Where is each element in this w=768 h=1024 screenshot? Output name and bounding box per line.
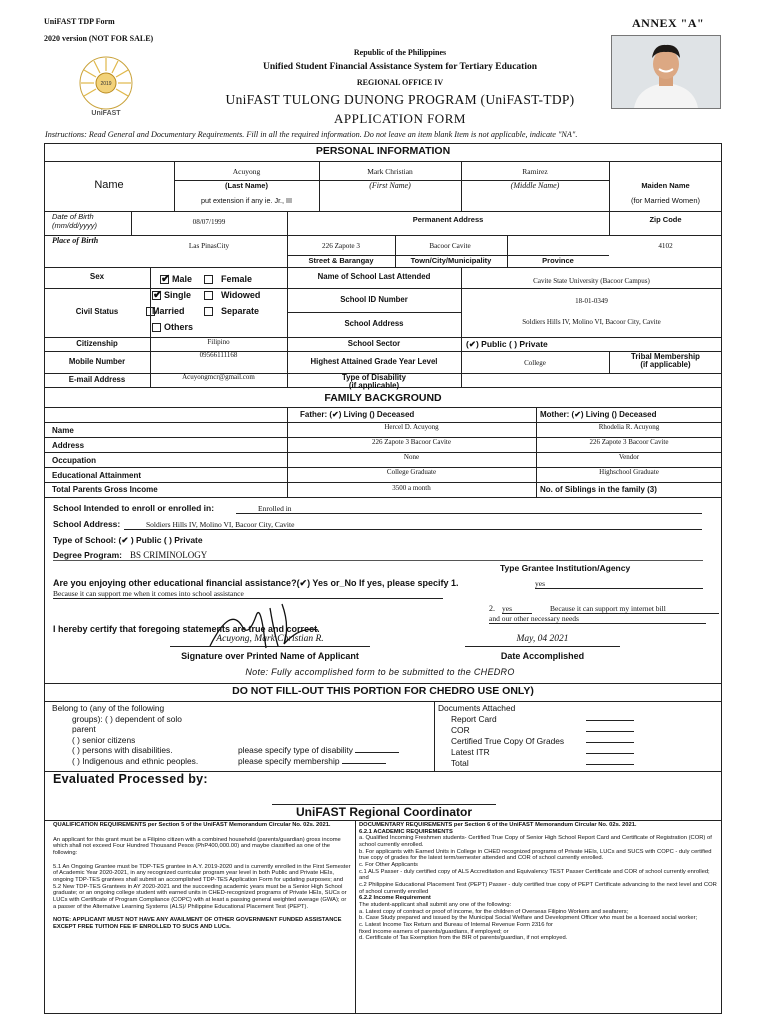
school-type-label: Type of School: (✔ ) Public ( ) Private: [53, 535, 203, 545]
school-intended-label: School Intended to enroll or enrolled in:: [53, 503, 215, 513]
disability-label: Type of Disability (if applicable): [342, 373, 406, 391]
civil-widowed-option[interactable]: Widowed: [204, 290, 260, 300]
requirement-line: b. For applicants with Earned Units in College in CHED recognized programs of Private HEIs, LUCs and SUCS with COPC - duly certified true copy of grades for the latest term/semester attended and COR of school currently enrolled.: [359, 848, 712, 862]
school-last-value: Cavite State University (Bacoor Campus): [533, 277, 650, 286]
system-label: Unified Student Financial Assistance System for Tertiary Education: [262, 62, 538, 72]
other-aid-2-detail-b[interactable]: and our other necessary needs: [489, 614, 706, 624]
grade-level-label: Highest Attained Grade Year Level: [310, 356, 438, 366]
maiden-name-label: Maiden Name: [641, 181, 690, 191]
annex-label: ANNEX "A": [632, 16, 705, 30]
document-item[interactable]: Total: [451, 758, 636, 768]
family-row-label: Educational Attainment: [52, 471, 142, 480]
tribal-label: Tribal Membership (if applicable): [631, 352, 700, 370]
school-id-label: School ID Number: [340, 294, 408, 304]
document-item[interactable]: Report Card: [451, 714, 636, 724]
personal-info-header: PERSONAL INFORMATION: [315, 145, 451, 158]
email-label: E-mail Address: [68, 374, 126, 384]
document-item[interactable]: COR: [451, 725, 636, 735]
other-aid-1-field[interactable]: yes: [535, 579, 703, 589]
unifast-logo: [66, 52, 146, 118]
degree-label: Degree Program:: [53, 550, 122, 560]
citizenship-value: Filipino: [207, 338, 230, 347]
requirement-line: c. For Other Applicants: [359, 861, 418, 868]
applicant-name-value: Acuyong, Mark Christian R.: [216, 634, 324, 644]
requirement-line: d. Certificate of Tax Exemption from the BIR of parents/guardian, if not employed.: [359, 935, 568, 942]
grade-level-value: College: [524, 359, 546, 368]
document-item[interactable]: Latest ITR: [451, 747, 636, 757]
signature-label: Signature over Printed Name of Applicant: [181, 651, 359, 661]
street-value: 226 Zapote 3: [322, 242, 360, 251]
specify-disability-field[interactable]: please specify type of disability: [238, 745, 399, 755]
civil-single-option[interactable]: ✔Single: [152, 290, 191, 300]
checkbox-icon[interactable]: [204, 307, 213, 316]
mother-value: Rhodelia R. Acuyong: [598, 423, 660, 432]
requirement-line: c.1 ALS Passer - duly certified copy of ALS Accreditation and Equivalency TEST Passer Certificate and COR of school currently enrolled; and: [359, 868, 710, 882]
father-value: College Graduate: [386, 468, 437, 477]
specify-membership-field[interactable]: please specify membership: [238, 756, 386, 766]
checkbox-icon[interactable]: [146, 307, 155, 316]
belong-to-group: Belong to (any of the following groups): ( ) dependent of solo parent ( ) senior citizens ( ) persons with disabilities. ( ) Indigenous and ethnic peoples.: [52, 703, 199, 766]
town-value: Bacoor Cavite: [429, 242, 471, 251]
citizenship-label: Citizenship: [76, 338, 118, 348]
name-label: Name: [94, 179, 124, 192]
father-value: Hercel D. Acuyong: [384, 423, 439, 432]
school-address-intended-field[interactable]: Soldiers Hills IV, Molino VI, Bacoor City, Cavite: [124, 520, 702, 530]
school-id-value: 18-01-0349: [575, 297, 608, 306]
requirement-line: fixed income earners of parents/guardians, if employed; or: [359, 928, 509, 935]
other-aid-question: Are you enjoying other educational financial assistance?(✔) Yes or_No If yes, please specify 1.: [53, 578, 459, 588]
extension-note: put extension if any ie. Jr., III: [200, 196, 293, 206]
pob-label: Place of Birth: [52, 236, 99, 245]
sex-male-option[interactable]: ✔ Male: [160, 274, 192, 284]
requirement-line: 6.2.1 ACADEMIC REQUIREMENTS: [359, 828, 453, 835]
coordinator-label: UniFAST Regional Coordinator: [296, 805, 472, 819]
requirement-line: The student-applicant shall submit any one of the following:: [359, 901, 512, 908]
other-aid-1-detail[interactable]: Because it can support me when it comes into school assistance: [53, 589, 443, 599]
first-name-label: (First Name): [369, 180, 411, 190]
document-item[interactable]: Certified True Copy Of Grades: [451, 736, 636, 746]
checkbox-icon[interactable]: [204, 275, 213, 284]
zip-label: Zip Code: [649, 215, 682, 225]
requirement-line: a. Latest copy of contract or proof of income, for the children of Overseas Filipino Workers and seafarers;: [359, 908, 629, 915]
mother-value: Highschool Graduate: [599, 468, 659, 477]
mobile-value: 09566111168: [199, 351, 238, 360]
checkbox-checked-icon[interactable]: [160, 275, 169, 284]
middle-name-value: Ramirez: [522, 166, 548, 176]
form-id: UniFAST TDP Form: [44, 17, 115, 26]
requirement-line: c. Latest Income Tax Return and Bureau of Internal Revenue Form 2316 for: [359, 921, 553, 928]
school-sector-value: (✔) Public ( ) Private: [466, 339, 548, 349]
mother-header: Mother: (✔) Living () Deceased: [540, 410, 657, 419]
instructions: Instructions: Read General and Documentary Requirements. Fill in all the required information. Do not leave an item blank Item is not applicable, indicate "NA".: [45, 130, 578, 139]
dob-label: Date of Birth (mm/dd/yyyy): [52, 212, 97, 230]
date-accomplished-label: Date Accomplished: [500, 651, 585, 661]
checkbox-checked-icon[interactable]: [152, 291, 161, 300]
school-sector-label: School Sector: [347, 338, 401, 348]
province-label: Province: [542, 256, 574, 266]
requirement-line: 6.2.2 Income Requirement: [359, 895, 431, 902]
other-aid-2-field[interactable]: yes: [502, 604, 532, 614]
income-value: 3500 a month: [392, 484, 431, 493]
requirement-line: c.2 Philippine Educational Placement Test (PEPT) Passer - duly certified true copy of PEPT Certificate advancing to the next level and COR of school currently enrolled: [359, 881, 717, 895]
civil-separate-option[interactable]: Separate: [204, 306, 259, 316]
email-value: Acuyongmcr@gmail.com: [182, 373, 255, 382]
program-title: UniFAST TULONG DUNONG PROGRAM (UniFAST-TDP): [225, 92, 575, 107]
school-last-label: Name of School Last Attended: [317, 272, 431, 282]
father-value: None: [403, 453, 420, 462]
form-version: 2020 version (NOT FOR SALE): [44, 34, 154, 43]
submission-note: Note: Fully accomplished form to be submitted to the CHEDRO: [245, 667, 515, 677]
siblings-label: No. of Siblings in the family (3): [540, 485, 657, 494]
town-label: Town/City/Municipality: [410, 256, 492, 266]
mother-value: 226 Zapote 3 Bacoor Cavite: [589, 438, 669, 447]
school-intended-field[interactable]: Enrolled in: [236, 504, 702, 514]
school-address-value: Soldiers Hills IV, Molino VI, Bacoor City, Cavite: [522, 318, 661, 327]
civil-status-label: Civil Status: [75, 307, 119, 317]
income-label: Total Parents Gross Income: [52, 485, 158, 494]
grantee-type-label: Type Grantee Institution/Agency: [500, 563, 631, 573]
other-aid-2-detail-a[interactable]: Because it can support my internet bill: [550, 604, 719, 614]
family-row-label: Name: [52, 426, 74, 435]
checkbox-icon[interactable]: [152, 323, 161, 332]
civil-married-option[interactable]: Married: [146, 306, 185, 316]
checkbox-icon[interactable]: [204, 291, 213, 300]
father-header: Father: (✔) Living () Deceased: [300, 410, 415, 419]
documentary-requirements: DOCUMENTARY REQUIREMENTS per Section 6 of the UniFAST Memorandum Circular No. 02s. 2021. 6.2.1 ACADEMIC REQUIREMENTS a. Qualified Incoming Freshmen students- Certified True Copy of Senior High School Report Card and Certificate of Registration (COR) of school currently enrolled. b. For applicants with Earned Units in College in CHED recognized programs of Private HEIs, LUCs and SUCS with COPC - duly certified true copy of grades for the latest term/semester attended and COR of school currently enrolled. c. For Other Applicants c.1 ALS Passer - duly certified copy of ALS Accreditation and Equivalency TEST Passer Certificate and COR of school currently enrolled; and c.2 Philippine Educational Placement Test (PEPT) Passer - duly certified true copy of PEPT Certificate advancing to the next level and COR of school currently enrolled 6.2.2 Income Requirement The student-applicant shall submit any one of the following: a. Latest copy of contract or proof of income, for the children of Overseas Filipino Workers and seafarers; b. Case Study prepared and issued by the Municipal Social Welfare and Development Officer who must be a licensed social worker; c. Latest Income Tax Return and Bureau of Internal Revenue Form 2316 for fixed income earners of parents/guardians, if employed; or d. Certificate of Tax Exemption from the BIR of parents/guardian, if not employed.: [359, 822, 719, 942]
applicant-photo: [611, 35, 721, 109]
applicant-signature: [200, 596, 330, 656]
form-title: APPLICATION FORM: [334, 111, 466, 126]
degree-field[interactable]: BS CRIMINOLOGY: [130, 550, 415, 561]
pob-value: Las PinasCity: [188, 242, 230, 251]
requirement-line: b. Case Study prepared and issued by the Municipal Social Welfare and Development Officer who must be a licensed social worker;: [359, 915, 698, 922]
street-label: Street & Barangay: [308, 256, 374, 266]
dob-value: 08/07/1999: [192, 218, 226, 227]
civil-others-option[interactable]: Others: [152, 322, 193, 332]
school-address-label: School Address: [344, 319, 404, 329]
regional-office: REGIONAL OFFICE IV: [356, 78, 444, 87]
ched-use-banner: DO NOT FILL-OUT THIS PORTION FOR CHEDRO USE ONLY): [232, 685, 534, 698]
certify-statement: I hereby certify that foregoing statements are true and correct.: [53, 624, 320, 634]
maiden-name-sub: (for Married Women): [630, 196, 701, 206]
father-value: 226 Zapote 3 Bacoor Cavite: [372, 438, 451, 447]
svg-text:UniFAST: UniFAST: [91, 110, 121, 117]
permanent-address-label: Permanent Address: [412, 215, 484, 225]
sex-label: Sex: [89, 272, 105, 282]
last-name-value: Acuyong: [232, 166, 261, 176]
evaluated-label: Evaluated Processed by:: [53, 772, 208, 786]
family-header: FAMILY BACKGROUND: [324, 391, 442, 404]
date-accomplished-value: May, 04 2021: [516, 634, 569, 644]
first-name-value: Mark Christian: [367, 166, 413, 176]
requirement-line: a. Qualified Incoming Freshmen students- Certified True Copy of Senior High School Report Card and Certificate of Registration (COR) of school currently enrolled.: [359, 835, 712, 848]
family-row-label: Occupation: [52, 456, 97, 465]
documents-attached-title: Documents Attached: [438, 703, 516, 713]
zip-value: 4102: [658, 242, 673, 251]
school-address-intended-label: School Address:: [53, 519, 121, 529]
family-row-label: Address: [52, 441, 85, 450]
mother-value: Vendor: [618, 453, 640, 462]
republic-label: Republic of the Philippines: [353, 48, 447, 57]
middle-name-label: (Middle Name): [510, 180, 560, 190]
sex-female-option[interactable]: Female: [204, 274, 252, 284]
last-name-label: (Last Name): [225, 181, 268, 191]
svg-text:2019: 2019: [100, 81, 112, 87]
mobile-label: Mobile Number: [68, 356, 126, 366]
other-aid-2-number: 2.: [489, 604, 495, 613]
qualification-requirements: QUALIFICATION REQUIREMENTS per Section 5 of the UniFAST Memorandum Circular No. 02s. 2021. An applicant for this grant must be a Filipino citizen with a combined household (parents/guardian) gross income which shall not exceed Four Hundred Thousand Pesos (PhP400,000.00) and maybe classified as one of the following: 5.1 An Ongoing Grantee must be TDP-TES grantee in A.Y. 2019-2020 and is currently enrolled in the First Semester of Academic Year 2020-2021, in any recognized curricular program year level in both Public and Private HEIs, ongoing TDP-TES grantees shall submit an accomplished TDP-TES Application Form for updating purposes; and 5.2 New TDP-TES Grantees in AY 2020-2021 and the succeeding academic years must be a Senior High School graduate; or an ongoing college student with earned units in CHED-recognized programs of Private HEIs, SUCs or LUCs with Certificate of Program Compliance (COPC) with at least a passing general weighted average (GWA); or a passer of the Alternative Learning Systems (ALS)/ Philippine Educational Placement Test (PEPT). NOTE: APPLICANT MUST NOT HAVE ANY AVAILMENT OF OTHER GOVERNMENT FUNDED ASSISTANCE EXCEPT FREE TUITION FEE IF ENROLLED TO SUCS AND LUCs.: [53, 822, 351, 930]
